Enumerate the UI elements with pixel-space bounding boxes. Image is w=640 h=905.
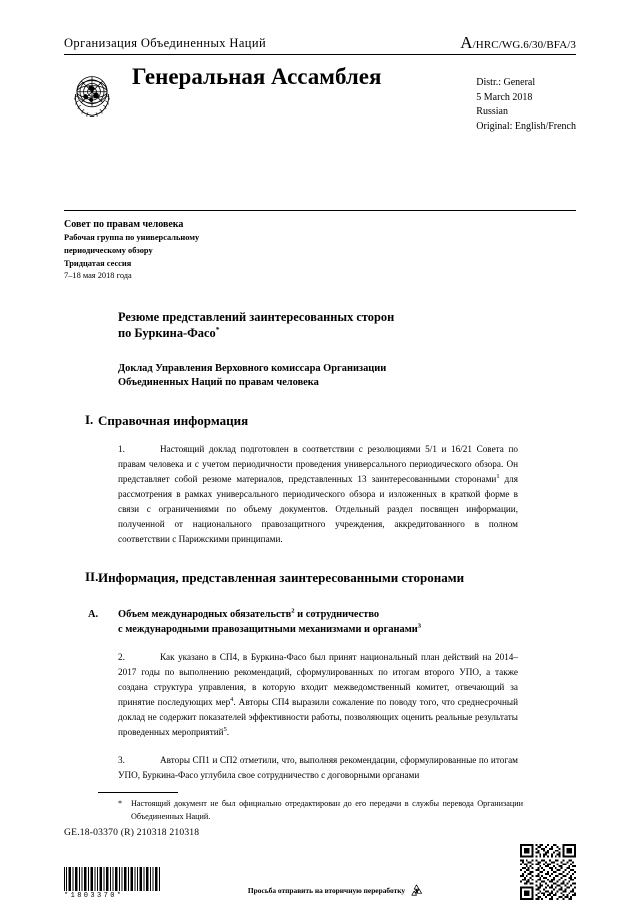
ge-number: GE.18-03370 (R) 210318 210318 — [64, 827, 200, 838]
subsection-a-line-1-rest: и сотрудничество — [294, 609, 380, 621]
subtitle-line-1: Доклад Управления Верховного комиссара Организации — [118, 362, 387, 374]
qr-code-icon — [520, 844, 576, 900]
session-dates: 7–18 мая 2018 года — [64, 271, 132, 281]
header-bottom-divider — [64, 210, 576, 211]
working-group-line-1: Рабочая группа по универсальному — [64, 233, 200, 242]
barcode-number: *1803370* — [64, 892, 124, 900]
section-heading-2 — [64, 569, 526, 587]
paragraph-1 — [118, 442, 518, 546]
section-heading-1 — [64, 412, 526, 430]
masthead-divider — [64, 54, 576, 55]
paragraph-1-footnote-1: 1 — [496, 473, 500, 481]
recycle-icon — [409, 883, 424, 898]
title-line-1: Резюме представлений заинтересованных сторон — [118, 310, 395, 325]
working-group-line-2: периодическому обзору — [64, 245, 153, 255]
subtitle-line-2: Объединенных Наций по правам человека — [118, 376, 319, 388]
footnote-area — [64, 792, 526, 823]
paragraph-1-text-b: для рассмотрения в рамках универсального периодического обзора и изложенных в краткой форме в связи с ограничениями по объему документов. Отдельный раздел посвящен информации, полученной от национального правозащитного учреждения, аккредитованного в полном соответствии с Парижскими принципами. — [118, 474, 518, 544]
council-block — [64, 218, 526, 283]
recycle-notice — [248, 883, 424, 900]
masthead — [64, 34, 576, 134]
footer-bottom-row — [64, 844, 576, 900]
distr-date: 5 March 2018 — [476, 91, 533, 103]
section-title-2: Информация, представленная заинтересованными сторонами — [98, 569, 465, 585]
paragraph-2-footnote-4: 4 — [230, 696, 234, 704]
barcode-block — [64, 867, 160, 900]
masthead-body-row — [64, 64, 576, 134]
title-line-2: по Буркина-Фасо — [118, 326, 216, 341]
subsection-heading-a — [64, 608, 526, 637]
barcode-icon — [64, 867, 160, 891]
distribution-block — [468, 64, 576, 134]
session-number: Тридцатая сессия — [64, 258, 132, 268]
page-subtitle — [118, 362, 458, 390]
footnote-item — [118, 798, 526, 823]
subsection-number-a: A. — [88, 609, 99, 621]
assembly-title: Генеральная Ассамблея — [132, 64, 382, 89]
council-name: Совет по правам человека — [64, 219, 184, 230]
distr-language: Russian — [476, 106, 508, 117]
footnote-text: Настоящий документ не был официально отредактирован до его передачи в службы перевода Организации Объединенных Наций. — [131, 799, 523, 821]
masthead-top-row — [64, 34, 576, 54]
paragraph-2 — [118, 650, 518, 739]
paragraph-2-footnote-5: 5 — [223, 725, 227, 733]
paragraph-2-text-c: . — [226, 727, 230, 737]
paragraph-number-1: 1. — [118, 444, 125, 455]
page-footer — [64, 827, 576, 900]
document-content — [64, 218, 526, 783]
document-symbol — [460, 34, 576, 51]
recycle-text: Просьба отправить на вторичную переработку — [247, 886, 406, 895]
section-title-1: Справочная информация — [98, 412, 249, 428]
subsection-a-line-2: с международными правозащитными механизмами и органами — [118, 623, 418, 635]
paragraph-2-text-a: Как указано в СП4, в Буркина-Фасо был принят национальный план действий на 2014–2017 годы по выполнению рекомендаций, сформулированных по итогам второго УПО, а также создана структура управления, в которую входит межведомственный комитет, отвечающий за принятие последующих мер — [118, 652, 518, 708]
footnote-marker: * — [118, 799, 123, 808]
paragraph-3-text: Авторы СП1 и СП2 отметили, что, выполняя рекомендации, сформулированные по итогам УПО, Буркина-Фасо углубила свое сотрудничество с договорными органами — [118, 754, 518, 780]
paragraph-number-2: 2. — [118, 652, 125, 663]
paragraph-3 — [118, 753, 518, 783]
document-symbol-prefix: A — [460, 33, 473, 52]
title-block — [118, 309, 526, 390]
paragraph-2-text-b: . Авторы СП4 выразили сожаление по поводу того, что среднесрочный доклад не содержит показателей эффективности работы, позволяющих оценить реальные результаты проведенных мероприятий — [118, 697, 518, 737]
organization-name: Организация Объединенных Наций — [64, 36, 267, 50]
section-number-2: II. — [85, 568, 99, 584]
title-footnote-marker: * — [215, 325, 220, 335]
subsection-a-footnote-2: 2 — [291, 607, 295, 615]
subsection-a-line-1: Объем международных обязательств — [118, 609, 292, 621]
subsection-a-footnote-3: 3 — [417, 622, 422, 630]
paragraph-number-3: 3. — [118, 754, 125, 765]
distr-original: Original: English/French — [476, 120, 576, 132]
distr-line: Distr.: General — [476, 77, 536, 88]
subsection-title-a — [118, 608, 478, 637]
page-title — [118, 309, 473, 342]
un-emblem-icon — [64, 66, 120, 122]
section-number-1: I. — [85, 411, 94, 427]
footnote-separator — [98, 792, 178, 793]
document-symbol-rest: /HRC/WG.6/30/BFA/3 — [472, 39, 576, 51]
paragraph-1-text-a: Настоящий доклад подготовлен в соответствии с резолюциями 5/1 и 16/21 Совета по правам человека и с учетом периодичности проведения универсального периодического обзора. Он представляет собой резюме материалов, представленных 13 заинтересованными сторонами — [118, 444, 518, 485]
